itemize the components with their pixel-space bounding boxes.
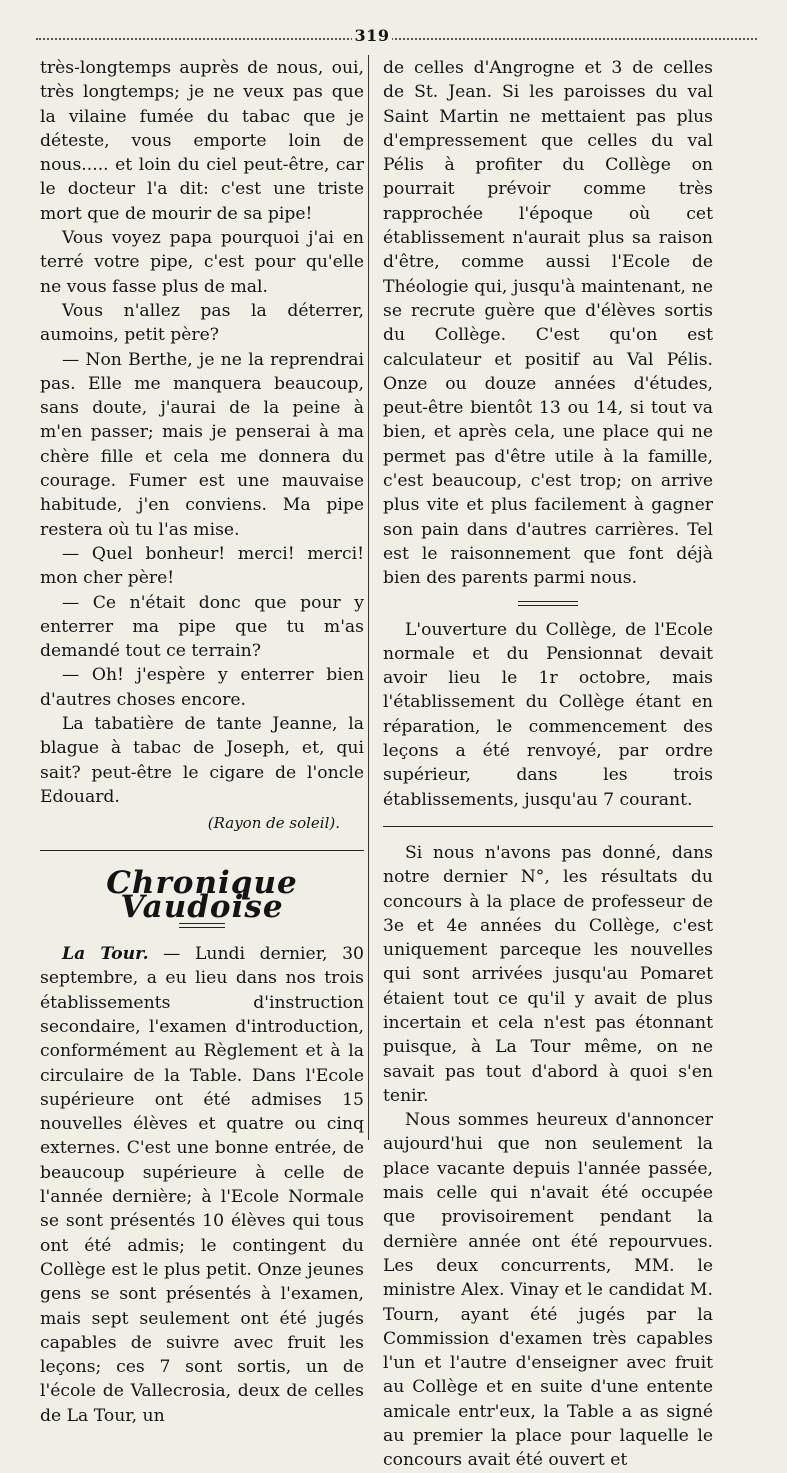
story-paragraph: Vous n'allez pas la déterrer, aumoins, petit père? <box>40 300 364 346</box>
separator-rule <box>518 601 578 606</box>
story-paragraph: — Quel bonheur! merci! merci! mon cher père! <box>40 543 364 589</box>
news-paragraph: de celles d'Angrogne et 3 de celles de St. Jean. Si les paroisses du val Saint Martin ne mettaient pas plus d'empressement que celles du val Pélis à profiter du Collège on pourrait prévoir comme très rapprochée l'époque où cet établissement n'aurait plus sa raison d'être, comme aussi l'Ecole de Théologie qui, jusqu'à maintenant, ne se recrute guère que d'élèves sortis du Collège. C'est qu'on est calculateur et positif au Val Pélis. Onze ou douze années d'études, peut-être bientôt 13 ou 14, si tout va bien, et après cela, une place qui ne permet pas d'être utile à la famille, c'est beaucoup, c'est trop; on arrive plus vite et plus facilement à gagner son pain dans d'autres carrières. Tel est le raisonnement que font déjà bien des parents parmi nous. <box>383 58 713 589</box>
page-number: 319 <box>352 26 392 45</box>
section-rule <box>383 826 713 827</box>
right-column <box>383 56 713 1473</box>
news-paragraph: Nous sommes heureux d'annoncer aujourd'hui que non seulement la place vacante depuis l'année passée, mais celle qui n'avait été occupée que provisoirement pendant la dernière année ont été repourvues. Les deux concurrents, MM. le ministre Alex. Vinay et le candidat M. Tourn, ayant été jugés par la Commission d'examen très capables l'un et l'autre d'enseigner avec fruit au Collège et en suite d'une entente amicale entr'eux, la Table a as signé au premier la place pour laquelle le concours avait été ouvert et <box>383 1110 713 1471</box>
story-paragraph: Vous voyez papa pourquoi j'ai en terré votre pipe, c'est pour qu'elle ne vous fasse plus de mal. <box>40 228 364 297</box>
story-paragraph: — Oh! j'espère y enterrer bien d'autres choses encore. <box>40 665 364 710</box>
news-rubric: La Tour. <box>62 944 149 965</box>
header-rule <box>36 38 757 40</box>
section-rule <box>40 850 364 851</box>
story-paragraph: — Ce n'était donc que pour y enterrer ma pipe que tu m'as demandé tout ce terrain? <box>40 592 364 662</box>
column-divider <box>368 55 369 1140</box>
news-paragraph <box>40 942 364 1428</box>
story-signature: (Rayon de soleil). <box>207 814 340 833</box>
news-paragraph: Si nous n'avons pas donné, dans notre dernier N°, les résultats du concours à la place de professeur de 3e et 4e années du Collège, c'est uniquement parceque les nouvelles qui sont arrivées jusqu'au Pomaret étaient tout ce qu'il y avait de plus incertain et cela n'est pas étonnant puisque, à La Tour même, on ne savait pas tout d'abord à quoi s'en tenir. <box>383 842 713 1106</box>
story-paragraph: La tabatière de tante Jeanne, la blague à tabac de Joseph, et, qui sait? peut-être le cigare de l'oncle Edouard. <box>40 714 364 807</box>
left-column <box>40 56 364 1428</box>
story-paragraph: très-longtemps auprès de nous, oui, très longtemps; je ne veux pas que la vilaine fumée du tabac que je déteste, vous emporte loin de nous..... et loin du ciel peut-être, car le docteur l'a dit: c'est une triste mort que de mourir de sa pipe! <box>40 58 364 224</box>
story-paragraph: — Non Berthe, je ne la reprendrai pas. Elle me manquera beaucoup, sans doute, j'aurai de la peine à m'en passer; mais je penserai à ma chère fille et cela me donnera du courage. Fumer est une mauvaise habitude, j'en conviens. Ma pipe restera où tu l'as mise. <box>40 349 364 540</box>
news-paragraph: L'ouverture du Collège, de l'Ecole normale et du Pensionnat devait avoir lieu le 1r octobre, mais l'établissement du Collège étant en réparation, le commencement des leçons a été renvoyé, par ordre supérieur, dans les trois établissements, jusqu'au 7 courant. <box>383 619 713 810</box>
section-heading: Chronique Vaudoise <box>106 864 298 925</box>
news-text: — Lundi dernier, 30 septembre, a eu lieu dans nos trois établissements d'instruction secondaire, l'examen d'introduction, conformément au Règlement et à la circulaire de la Table. Dans l'Ecole supérieure ont été admises 15 nouvelles élèves et quatre ou cinq externes. C'est une bonne entrée, de beaucoup supérieure à celle de l'année dernière; à l'Ecole Normale se sont présentés 10 élèves qui tous ont été admis; le contingent du Collège est le plus petit. Onze jeunes gens se sont présentés à l'examen, mais sept seulement ont été jugés capables de suivre avec fruit les leçons; ces 7 sont sortis, un de l'école de Vallecrosia, deux de celles de La Tour, un <box>40 944 364 1426</box>
